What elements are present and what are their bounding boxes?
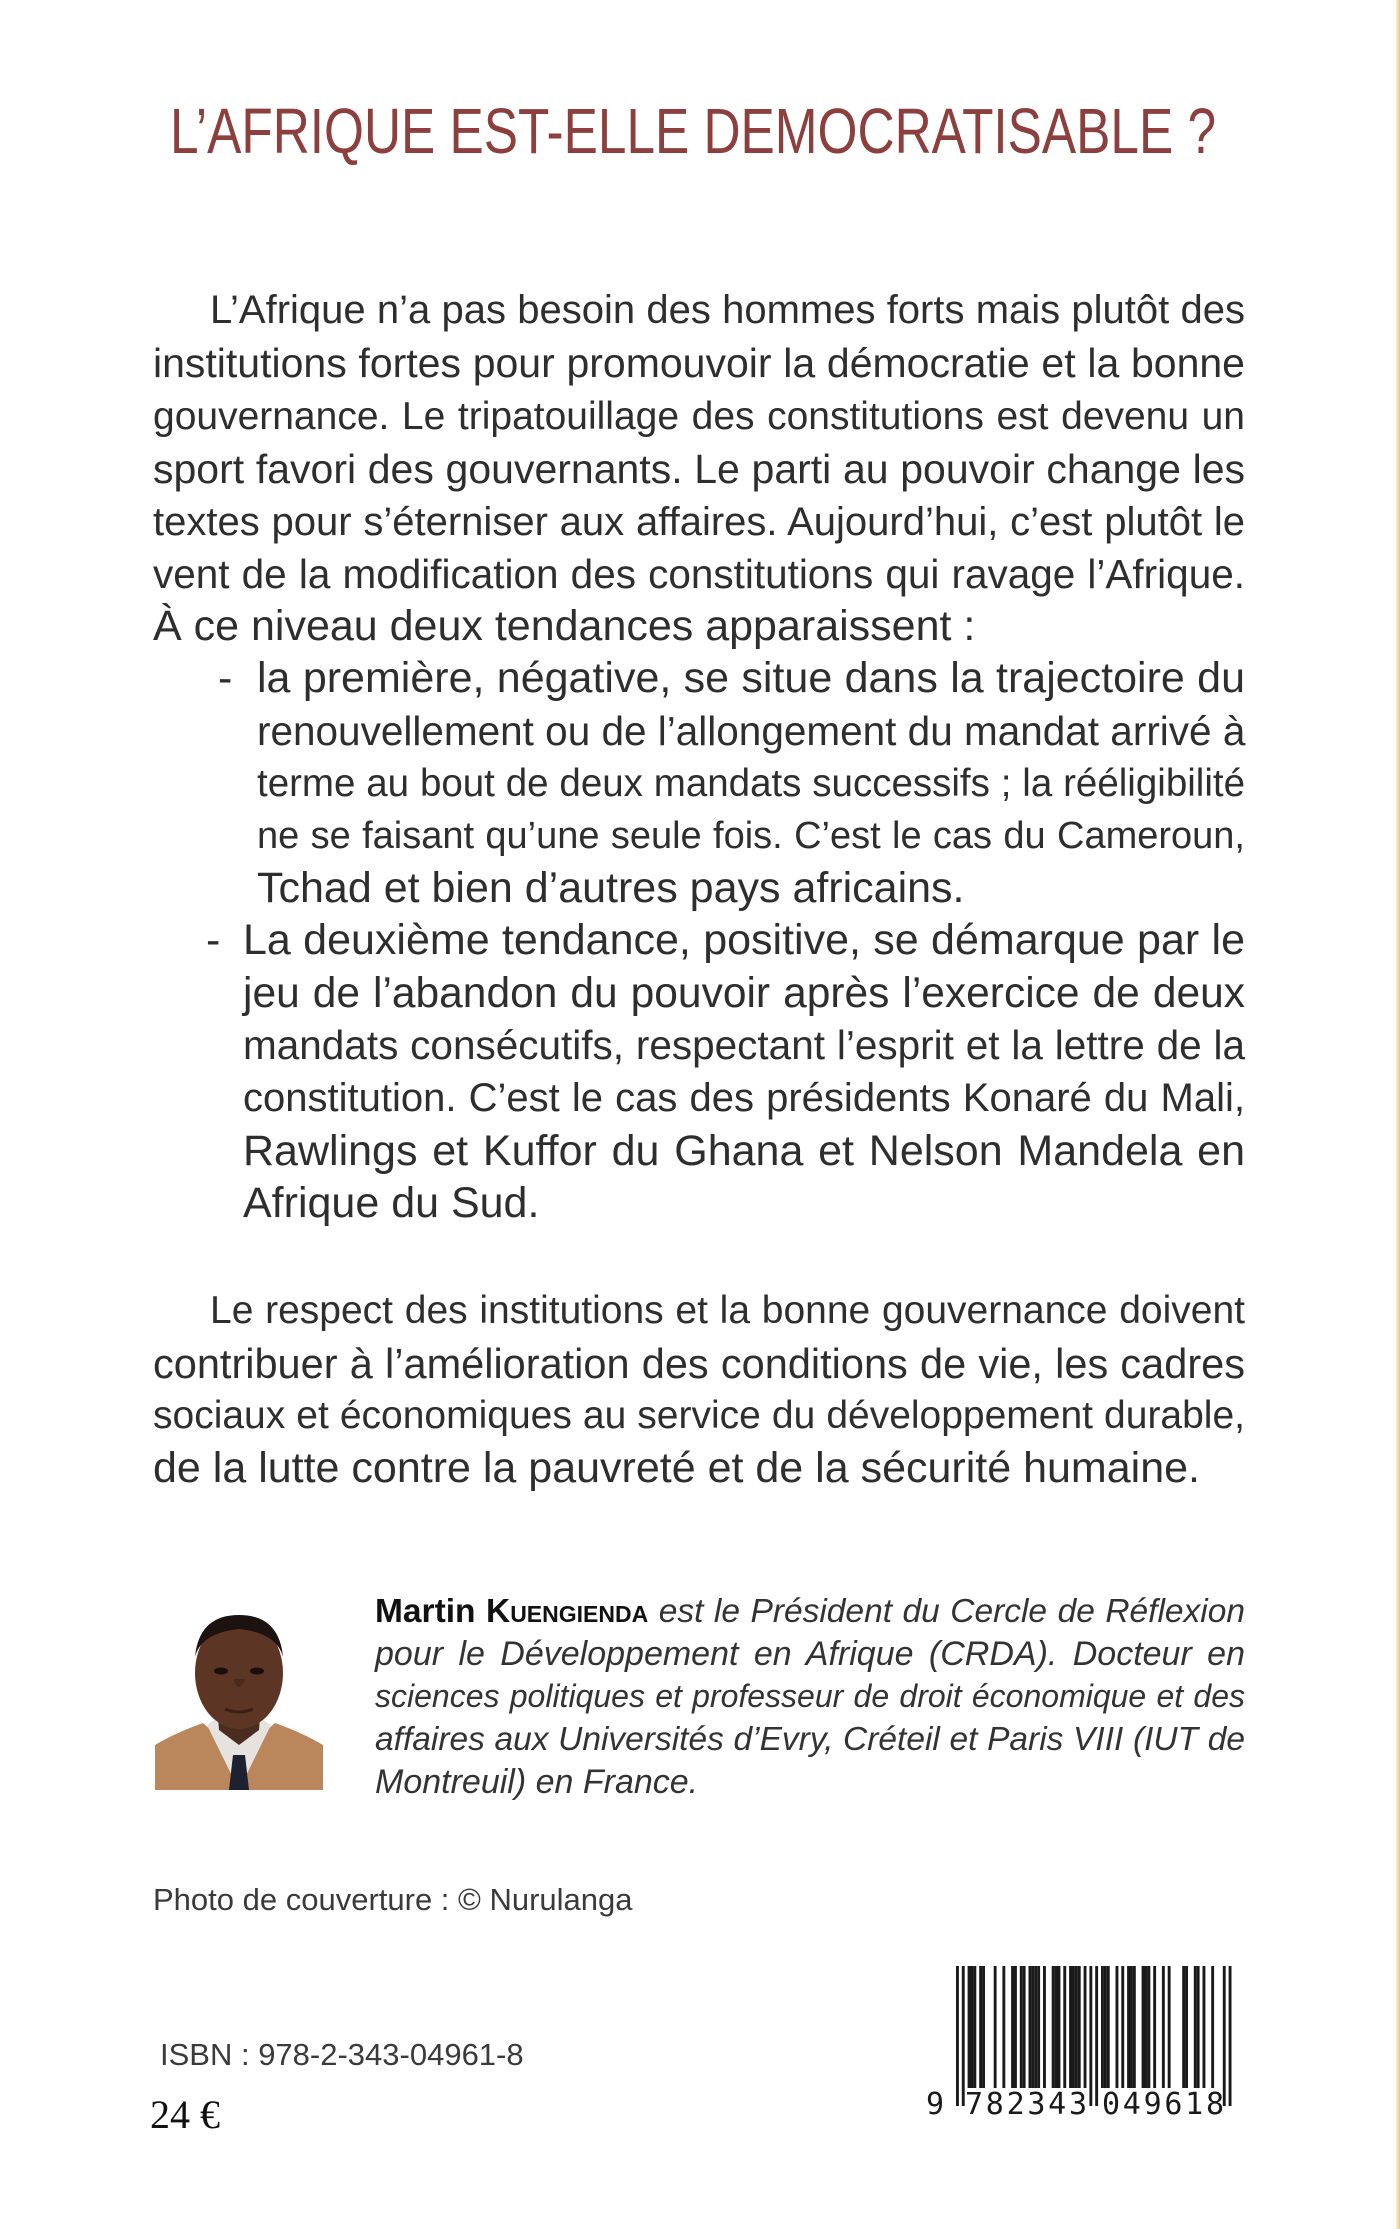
barcode-bar [1185,1966,1188,2088]
barcode-bar [1037,1966,1040,2088]
bullet-dash: - [206,916,221,964]
isbn-barcode [920,1962,1250,2127]
author-name [375,1593,648,1630]
text-line: constitution. C’est le cas des présidents Konaré du Mali, [243,1076,1245,1120]
barcode-bar [971,1966,974,2088]
text-line: gouvernance. Le tripatouillage des constitutions est devenu un [153,395,1245,438]
text-line: renouvellement ou de l’allongement du mandat arrivé à [257,708,1246,754]
barcode-bar [1203,1966,1206,2088]
text-line: terme au bout de deux mandats successifs ; la rééligibilité [257,762,1245,805]
barcode-bar [1075,1966,1078,2088]
barcode-bar [1147,1966,1150,2088]
isbn: ISBN : 978-2-343-04961-8 [160,2037,524,2072]
text-line: jeu de l’abandon du pouvoir après l’exercice de deux [243,970,1245,1017]
text-line: sport favori des gouvernants. Le parti au pouvoir change les [153,446,1245,492]
barcode-bar [979,1966,982,2088]
bio-text: est le Président du Cercle de Réflexion [648,1593,1245,1630]
barcode-digit-lead: 9 [926,2087,945,2122]
barcode-bar [1133,1966,1136,2088]
barcode-bar [1197,1966,1200,2088]
bio-line [375,1590,1245,1633]
barcode-bar [968,1966,971,2088]
bullet-dash: - [218,654,233,702]
barcode-bar [994,1966,997,2088]
text-line: L’Afrique n’a pas besoin des hommes forts mais plutôt des [210,288,1245,332]
barcode-bar [1069,1966,1072,2088]
author-last-name: Kuengienda [486,1593,649,1630]
barcode-guard-bar [962,1966,965,2106]
barcode-bar [1002,1966,1005,2088]
barcode-bar [1107,1966,1110,2088]
barcode-bar [1182,1966,1185,2088]
text-line: Tchad et bien d’autres pays africains. [257,864,965,912]
barcode-bar [1127,1966,1130,2088]
barcode-bar [1162,1966,1165,2088]
barcode-bar [982,1966,985,2088]
barcode-bar [1072,1966,1075,2088]
barcode-bar [1011,1966,1014,2088]
text-line: Rawlings et Kuffor du Ghana et Nelson Mandela en [243,1127,1245,1175]
barcode-bar [973,1966,976,2088]
text-line: contribuer à l’amélioration des conditions de vie, les cadres [153,1340,1245,1387]
barcode-bar [1020,1966,1023,2088]
text-line: institutions fortes pour promouvoir la démocratie et la bonne [153,340,1245,386]
barcode-bars [956,1966,1232,2106]
text-line: textes pour s’éterniser aux affaires. Aujourd’hui, c’est plutôt le [153,500,1245,544]
text-line: de la lutte contre la pauvreté et de la sécurité humaine. [153,1444,1200,1492]
barcode-bar [1029,1966,1032,2088]
barcode-bar [1078,1966,1081,2088]
barcode-bar [1211,1966,1214,2088]
barcode-bar [1063,1966,1066,2088]
author-first-name: Martin [375,1593,476,1630]
barcode-bar [1153,1966,1156,2088]
bio-line: Montreuil) en France. [375,1763,699,1801]
barcode-bar [1014,1966,1017,2088]
barcode-digits-right: 049618 [1102,2087,1224,2122]
barcode-bar [1168,1966,1171,2088]
text-line: sociaux et économiques au service du développement durable, [153,1394,1245,1437]
text-line: la première, négative, se situe dans la trajectoire du [257,654,1245,702]
text-line: Afrique du Sud. [243,1179,540,1227]
text-line: La deuxième tendance, positive, se démarque par le [243,916,1245,964]
barcode-guard-bar [1223,1966,1226,2106]
bio-line: pour le Développement en Afrique (CRDA). Docteur en [375,1635,1245,1673]
barcode-bar [1104,1966,1107,2088]
barcode-bar [1145,1966,1148,2088]
barcode-guard-bar [956,1966,959,2106]
barcode-guard-bar [1229,1966,1232,2106]
barcode-bar [1031,1966,1034,2088]
barcode-bar [1194,1966,1197,2088]
barcode-bar [1034,1966,1037,2088]
author-photo [155,1605,323,1790]
cover-edge-line [1396,0,1400,2229]
text-line: vent de la modification des constitutions qui ravage l’Afrique. [153,551,1245,597]
photo-credit: Photo de couverture : © Nurulanga [153,1882,633,1917]
barcode-bar [1084,1966,1087,2088]
barcode-bar [1116,1966,1119,2088]
barcode-guard-bar [1095,1966,1098,2106]
price: 24 € [150,2092,220,2137]
barcode-bar [1058,1966,1061,2088]
text-line: Le respect des institutions et la bonne gouvernance doivent [210,1289,1245,1332]
barcode-bar [1055,1966,1058,2088]
text-line: À ce niveau deux tendances apparaissent : [153,602,976,650]
barcode-digits-left: 782343 [965,2087,1087,2122]
barcode-bar [1023,1966,1026,2088]
book-title-text: L’AFRIQUE EST-ELLE DEMOCRATISABLE ? [170,95,1216,167]
bio-line: affaires aux Universités d’Evry, Créteil et Paris VIII (IUT de [375,1721,1245,1758]
barcode-bar [1101,1966,1104,2088]
barcode-bar [1043,1966,1046,2088]
barcode-bar [1052,1966,1055,2088]
book-title [170,95,1216,167]
bio-line: sciences politiques et professeur de droit économique et des [375,1678,1245,1714]
barcode-bar [1130,1966,1133,2088]
text-line: mandats consécutifs, respectant l’esprit et la lettre de la [243,1022,1245,1068]
barcode-bar [1121,1966,1124,2088]
barcode-guard-bar [1089,1966,1092,2106]
text-line: ne se faisant qu’une seule fois. C’est le cas du Cameroun, [257,815,1245,857]
barcode-bar [1142,1966,1145,2088]
